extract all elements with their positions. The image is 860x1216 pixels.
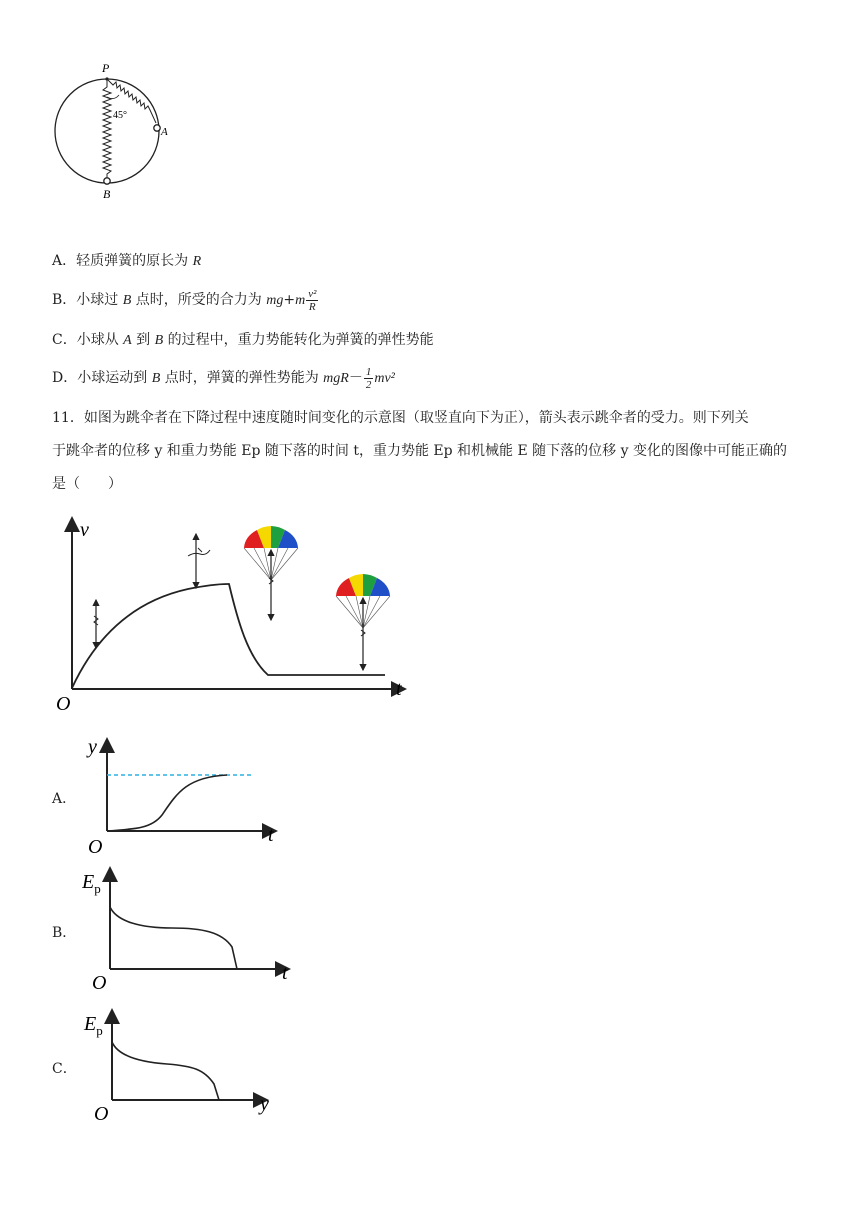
velocity-time-graph — [48, 512, 418, 720]
origin-label: O — [56, 693, 71, 715]
q10-option-c: C．小球从 A 到 B 的过程中，重力势能转化为弹簧的弹性势能 — [52, 332, 434, 348]
label-A: A — [161, 126, 168, 138]
svg-text:Ep: $E_p$ — [84, 1013, 103, 1038]
angle-label: 45° — [113, 110, 127, 121]
label-B: B — [103, 187, 111, 201]
svg-text:O: O — [94, 1103, 109, 1124]
option-c-label: C． — [52, 1061, 77, 1077]
fraction-half: $\frac{1}{2}$ — [365, 365, 372, 391]
svg-text:O: O — [92, 972, 107, 992]
circle-spring-figure — [40, 55, 190, 215]
force-arrows-stage2 — [188, 534, 210, 588]
svg-text:O: O — [88, 836, 103, 858]
axis-v-label: v — [80, 519, 89, 541]
svg-text:Ep: $E_p$ — [82, 871, 101, 896]
option-a-label: A． — [52, 791, 77, 807]
svg-text:t: t — [282, 962, 288, 984]
q10-option-d: D．小球运动到 B 点时，弹簧的弹性势能为 mgR－ $\frac{1}{2}$ mv² — [52, 365, 395, 391]
option-b-graph — [82, 862, 297, 992]
q10-option-a: A．轻质弹簧的原长为 R — [52, 253, 202, 269]
option-b-label: B． — [52, 925, 77, 941]
fraction-v2-over-r: $\frac{\text{v²}}{R}$ — [308, 287, 317, 313]
svg-text:y: y — [260, 1093, 269, 1115]
parachute-icon — [336, 574, 390, 670]
question-11-stem: 11．如图为跳伞者在下降过程中速度随时间变化的示意图（取竖直向下为正），箭头表示跳伞者的受力。则下列关 于跳伞者的位移 y 和重力势能 Ep 随下落的时间 t，重力势能 Ep 和机械能 E 随下落的位移 y 变化的图像中可能正确的 是（ ） — [52, 410, 787, 492]
svg-text:y: y — [88, 736, 97, 758]
svg-text:t: t — [268, 824, 274, 846]
force-arrows-stage1 — [94, 600, 98, 648]
option-c-graph — [82, 1004, 282, 1124]
q10-option-b: B．小球过 B 点时，所受的合力为 mg+m $\frac{\text{v²}}{R}$ — [52, 287, 317, 313]
label-P: P — [102, 61, 110, 75]
parachute-icon — [244, 526, 298, 620]
axis-t-label: t — [396, 678, 402, 700]
option-a-graph — [82, 733, 282, 858]
